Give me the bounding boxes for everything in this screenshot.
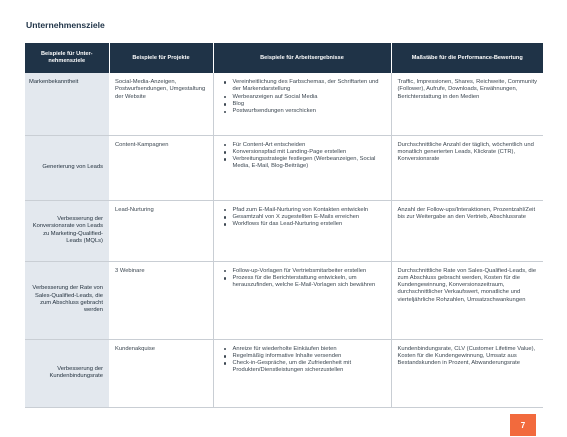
results-list	[220, 142, 385, 171]
goals-table	[25, 43, 543, 408]
list-item: Workflows für das Lead-Nurturing erstellen	[233, 221, 385, 228]
projects-cell: Kundenakquise	[109, 339, 213, 407]
goal-cell: Verbesserung der Rate von Sales-Qualified-Leads, die zum Abschluss gebracht werden	[25, 261, 109, 339]
results-cell	[213, 200, 391, 261]
projects-cell: 3 Webinare	[109, 261, 213, 339]
results-list	[220, 79, 385, 115]
results-list	[220, 268, 385, 290]
header-metrics: Maßstäbe für die Performance-Bewertung	[391, 43, 543, 73]
list-item: Follow-up-Vorlagen für Vertriebsmitarbeiter erstellen	[233, 268, 385, 275]
list-item: Für Content-Art entscheiden	[233, 142, 385, 149]
metrics-cell: Anzahl der Follow-ups/Interaktionen, Prozentzahl/Zeit bis zur Weitergabe an den Vertrieb, Abschlussrate	[391, 200, 543, 261]
metrics-cell: Durchschnittliche Anzahl der täglich, wöchentlich und monatlich generierten Leads, Klickrate (CTR), Konversionsrate	[391, 135, 543, 200]
list-item: Gesamtzahl von X zugestellten E-Mails erreichen	[233, 214, 385, 221]
projects-cell: Lead-Nurturing	[109, 200, 213, 261]
list-item: Blog	[233, 101, 385, 108]
list-item: Werbeanzeigen auf Social Media	[233, 94, 385, 101]
results-list	[220, 207, 385, 229]
results-cell	[213, 73, 391, 135]
table-row	[25, 339, 543, 407]
goal-cell: Markenbekanntheit	[25, 73, 109, 135]
list-item: Anreize für wiederholte Einkäufen bieten	[233, 346, 385, 353]
results-list	[220, 346, 385, 375]
table-row	[25, 261, 543, 339]
list-item: Prozess für die Berichterstattung entwickeln, um herauszufinden, welche E-Mail-Vorlagen sich bewähren	[233, 275, 385, 290]
header-projects: Beispiele für Projekte	[109, 43, 213, 73]
list-item: Postwurfsendungen verschicken	[233, 108, 385, 115]
page-title: Unternehmensziele	[26, 20, 105, 30]
list-item: Konversionspfad mit Landing-Page erstellen	[233, 149, 385, 156]
list-item: Verbreitungsstrategie festlegen (Werbeanzeigen, Social Media, E-Mail, Blog-Beiträge)	[233, 156, 385, 171]
results-cell	[213, 339, 391, 407]
header-goals: Beispiele für Unter-nehmensziele	[25, 43, 109, 73]
metrics-cell: Kundenbindungsrate, CLV (Customer Lifetime Value), Kosten für die Kundengewinnung, Umsatz aus Bestandskunden in Prozent, Abwanderungsrate	[391, 339, 543, 407]
header-results: Beispiele für Arbeitsergebnisse	[213, 43, 391, 73]
list-item: Pfad zum E-Mail-Nurturing von Kontakten entwickeln	[233, 207, 385, 214]
list-item: Vereinheitlichung des Farbschemas, der Schriftarten und der Markendarstellung	[233, 79, 385, 94]
table-row	[25, 135, 543, 200]
table-row	[25, 73, 543, 135]
projects-cell: Content-Kampagnen	[109, 135, 213, 200]
goal-cell: Verbesserung der Konversionsrate von Leads zu Marketing-Qualified-Leads (MQLs)	[25, 200, 109, 261]
list-item: Check-in-Gespräche, um die Zufriedenheit mit Produkten/Dienstleistungen sicherzustellen	[233, 360, 385, 375]
results-cell	[213, 135, 391, 200]
projects-cell: Social-Media-Anzeigen, Postwurfsendungen, Umgestaltung der Website	[109, 73, 213, 135]
list-item: Regelmäßig informative Inhalte versenden	[233, 353, 385, 360]
results-cell	[213, 261, 391, 339]
table-header-row	[25, 43, 543, 73]
goal-cell: Verbesserung der Kundenbindungsrate	[25, 339, 109, 407]
page-number-badge: 7	[510, 414, 536, 436]
metrics-cell: Durchschnittliche Rate von Sales-Qualified-Leads, die zum Abschluss gebracht werden, Kosten für die Kundengewinnung, Konversionszeitraum, durchschnittlicher Verkaufswert, monatliche und vierteljährliche Rohzahlen, Umsatzschwankungen	[391, 261, 543, 339]
metrics-cell: Traffic, Impressionen, Shares, Reichweite, Community (Follower), Aufrufe, Downloads, Erwähnungen, Berichterstattung in den Medien	[391, 73, 543, 135]
table-row	[25, 200, 543, 261]
goal-cell: Generierung von Leads	[25, 135, 109, 200]
